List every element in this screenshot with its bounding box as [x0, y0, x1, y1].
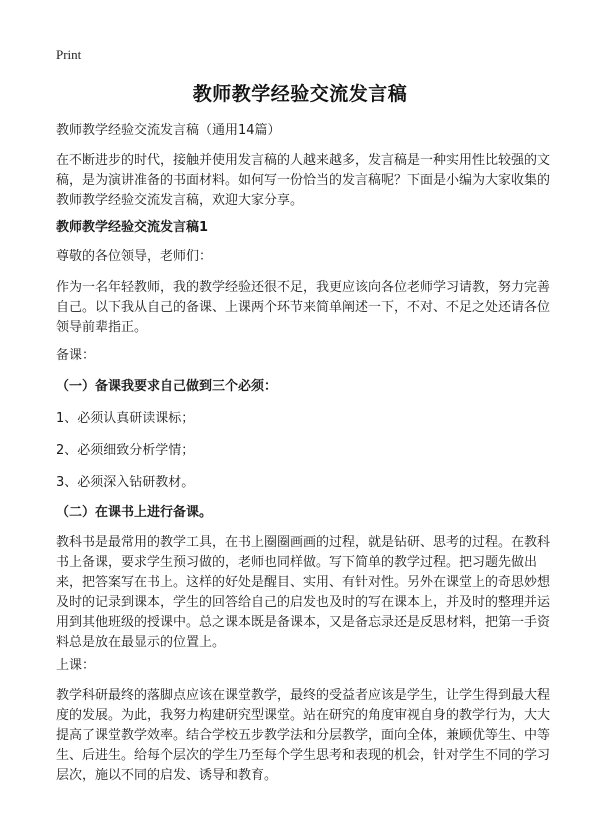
subheading-1: （一）备课我要求自己做到三个必须： [56, 379, 278, 394]
greeting: 尊敬的各位领导，老师们： [56, 249, 213, 264]
subtitle: 教师教学经验交流发言稿（通用14篇） [56, 123, 281, 138]
paragraph-1: 作为一名年轻教师，我的教学经验还很不足，我更应该向各位老师学习请教，努力完善自己。以下我从自己的备课、上课两个环节来简单阐述一下，不对、不足之处还请各位领导前辈指正。 [56, 280, 551, 335]
beike-label: 备课： [56, 348, 96, 363]
shangke-label: 上课： [56, 658, 96, 673]
print-link[interactable]: Print [56, 47, 82, 62]
intro-paragraph: 在不断进步的时代，接触并使用发言稿的人越来越多，发言稿是一种实用性比较强的文稿，是为演讲准备的书面材料。如何写一份恰当的发言稿呢？下面是小编为大家收集的教师教学经验交流发言稿，欢迎大家分享。 [56, 153, 551, 208]
page-title: 教师教学经验交流发言稿 [192, 83, 408, 105]
list-item: 2、必须细致分析学情； [56, 443, 195, 458]
list-item: 1、必须认真研读课标； [56, 411, 195, 426]
subheading-2: （二）在课书上进行备课。 [56, 505, 213, 520]
list-item: 3、必须深入钻研教材。 [56, 475, 195, 490]
paragraph-2: 教科书是最常用的教学工具，在书上圈圈画画的过程，就是钻研、思考的过程。在教科书上备课，要求学生预习做的，老师也同样做。写下简单的教学过程。把习题先做出来，把答案写在书上。这样的好处是醒目、实用、有针对性。另外在课堂上的奇思妙想及时的记录到课本，学生的回答给自己的启发也及时的写在课本上，并及时的整理并运用到其他班级的授课中。总之课本既是备课本，又是备忘录还是反思材料，把第一手资料总是放在最显示的位置上。 [56, 535, 551, 650]
paragraph-3: 教学科研最终的落脚点应该在课堂教学，最终的受益者应该是学生，让学生得到最大程度的发展。为此，我努力构建研究型课堂。站在研究的角度审视自身的教学行为，大大提高了课堂教学效率。结合学校五步教学法和分层教学，面向全体，兼顾优等生、中等生、后进生。给每个层次的学生乃至每个学生思考和表现的机会，针对学生不同的学习层次，施以不同的启发、诱导和教育。 [56, 688, 551, 783]
section-heading: 教师教学经验交流发言稿1 [56, 220, 209, 235]
